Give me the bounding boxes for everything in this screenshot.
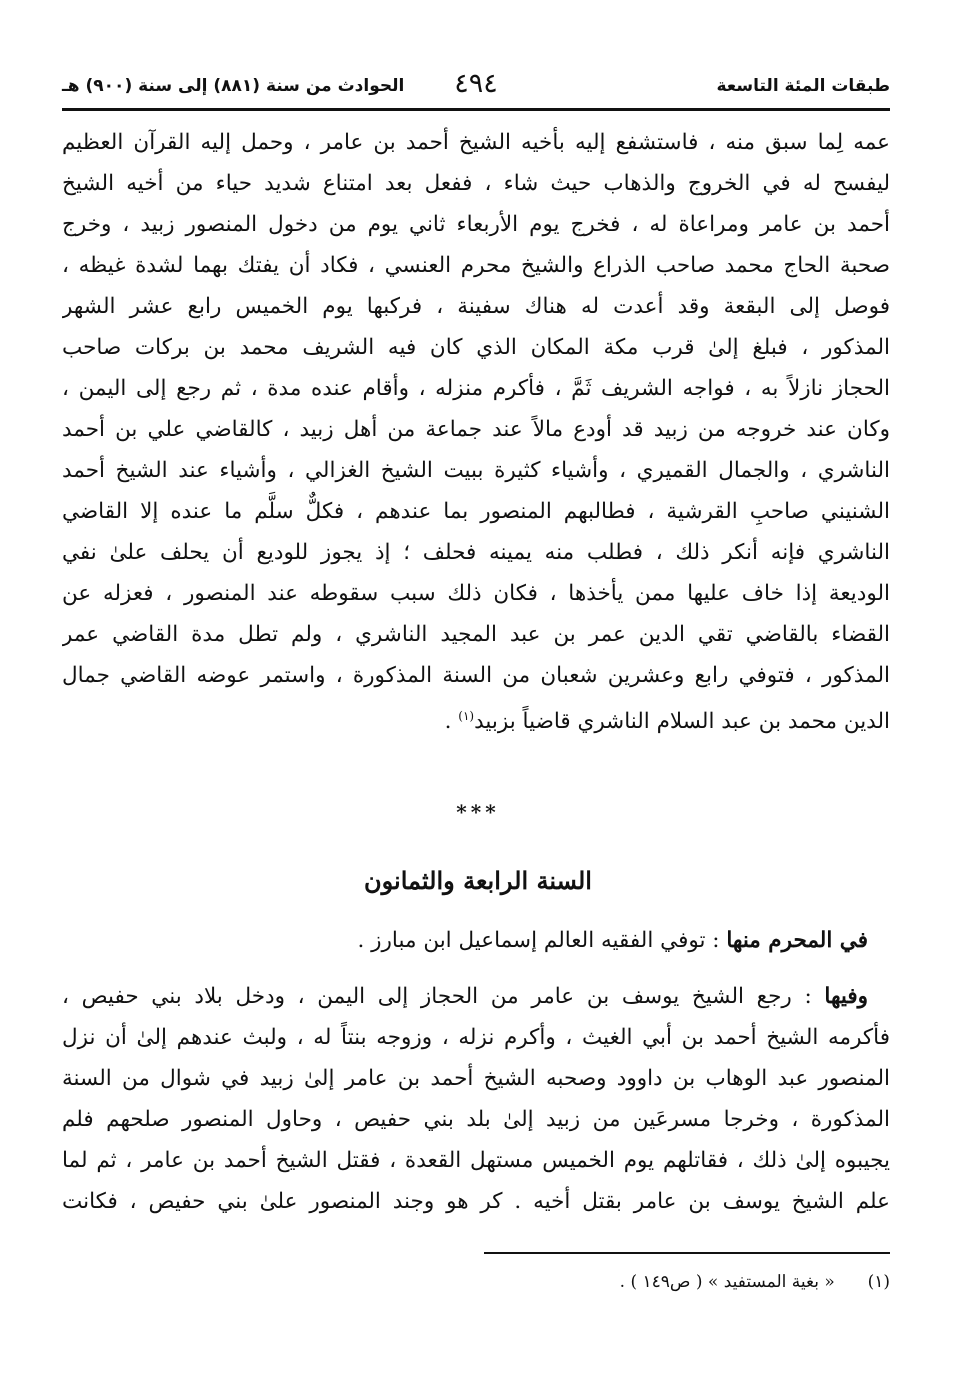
text-line: علم الشيخ يوسف بن عامر بقتل أخيه . كر هو وجند المنصور علىٰ بني حفيص ، فكانت: [62, 1189, 890, 1214]
text-line: عمه لِما سبق منه ، فاستشفع إليه بأخيه الشيخ أحمد بن عامر ، وحمل إليه القرآن العظيم: [62, 130, 890, 155]
text-line: الوديعة إذا خاف عليها ممن يأخذها ، فكان ذلك سبب سقوطه عند المنصور ، فعزله عن: [62, 581, 890, 606]
text-line: الناشري فإنه أنكر ذلك ، فطلب منه يمينه فحلف ؛ إذ يجوز للوديع أن يحلف علىٰ نفي: [62, 540, 890, 565]
text-line: الحجاز نازلاً به ، فواجه الشريف ثَمَّ ، فأكرم منزله ، وأقام عنده مدة ، ثم رجع إلى اليمن ،: [62, 376, 890, 401]
text-line: الشنيني صاحبِ القرشية ، فطالبهم المنصور بما عندهم ، فكلٌّ سلَّم ما عنده إلا القاضي: [62, 499, 890, 524]
text-line: المذكور ، فبلغ إلىٰ قرب مكة المكان الذي كان فيه الشريف محمد بن بركات صاحب: [62, 335, 890, 360]
text-line: [62, 920, 890, 961]
footnote-rule: [484, 1252, 890, 1254]
muharram-lead: في المحرم منها: [726, 928, 868, 953]
page-number: ٤٩٤: [454, 68, 498, 99]
text-line: صحبة الحاج محمد صاحب الذراع والشيخ محرم العنسي ، فكاد أن يفتك بهما لشدة غيظه ،: [62, 253, 890, 278]
text-line: وكان عند خروجه من زبيد قد أودع مالاً عند جماعة من أهل زبيد ، كالقاضي علي بن أحمد: [62, 417, 890, 442]
footnote-text: « بغية المستفيد » ( ص١٤٩ ) .: [619, 1272, 835, 1292]
text-line-last: [62, 696, 890, 737]
text-line: المذكور ، فتوفي رابع وعشرين شعبان من السنة المذكورة ، واستمر عوضه القاضي جمال: [62, 663, 890, 688]
paragraph-2-first-text: : رجع الشيخ يوسف بن عامر من الحجاز إلى اليمن ، ودخل بلاد بني حفيص ،: [62, 984, 825, 1009]
muharram-entry: [62, 920, 890, 961]
header-rule: [62, 108, 890, 111]
section-separator: ***: [456, 800, 500, 824]
paragraph-1-end: .: [444, 709, 459, 735]
text-line: المذكورة ، وخرجا مسرعَين من زبيد إلىٰ بلد بني حفيص ، وحاول المنصور صلحهم فلم: [62, 1107, 890, 1132]
text-line: المنصور عبد الوهاب بن داوود وصحبه الشيخ أحمد بن عامر إلىٰ زبيد في شوال من السنة: [62, 1066, 890, 1091]
footnote-reference: (١): [458, 709, 475, 723]
text-line: القضاء بالقاضي تقي الدين عمر بن عبد المجيد الناشري ، ولم تطل مدة القاضي عمر: [62, 622, 890, 647]
muharram-text: : توفي الفقيه العالم إسماعيل ابن مبارز .: [357, 928, 727, 953]
paragraph-1-last-text: الدين محمد بن عبد السلام الناشري قاضياً بزبيد: [474, 709, 890, 735]
footnote: [620, 1272, 890, 1292]
section-title: السنة الرابعة والثمانون: [364, 866, 592, 895]
text-line: يجيبوه إلىٰ ذلك ، فقاتلهم يوم الخميس مستهل القعدة ، فقتل الشيخ أحمد بن عامر ، ثم لما: [62, 1148, 890, 1173]
section-range: الحوادث من سنة (٨٨١) إلى سنة (٩٠٠) هـ: [62, 76, 405, 96]
paragraph-2: [62, 976, 890, 1222]
text-line: فوصل إلى البقعة وقد أعدت له هناك سفينة ، فركبها يوم الخميس رابع عشر الشهر: [62, 294, 890, 319]
text-line: ليفسح له في الخروج والذهاب حيث شاء ، ففعل بعد امتناع شديد حياء من أخيه الشيخ: [62, 171, 890, 196]
paragraph-2-lead: وفيها: [824, 984, 868, 1009]
text-line: فأكرمه الشيخ أحمد بن أبي الغيث ، وأكرم نزله ، وزوجه بنتاً له ، ولبث عندهم إلىٰ أن نزل: [62, 1025, 890, 1050]
footnote-number: (١): [867, 1272, 890, 1292]
book-title: طبقات المئة التاسعة: [716, 76, 890, 96]
paragraph-1: [62, 122, 890, 737]
text-line: الناشري ، والجمال القميري ، وأشياء كثيرة ببيت الشيخ الغزالي ، وأشياء عند الشيخ أحمد: [62, 458, 890, 483]
page-header: [62, 66, 890, 106]
text-line: أحمد بن عامر ومراعاة له ، فخرج يوم الأربعاء ثاني يوم من دخول المنصور زبيد ، وخرج: [62, 212, 890, 237]
text-line: [62, 976, 890, 1017]
